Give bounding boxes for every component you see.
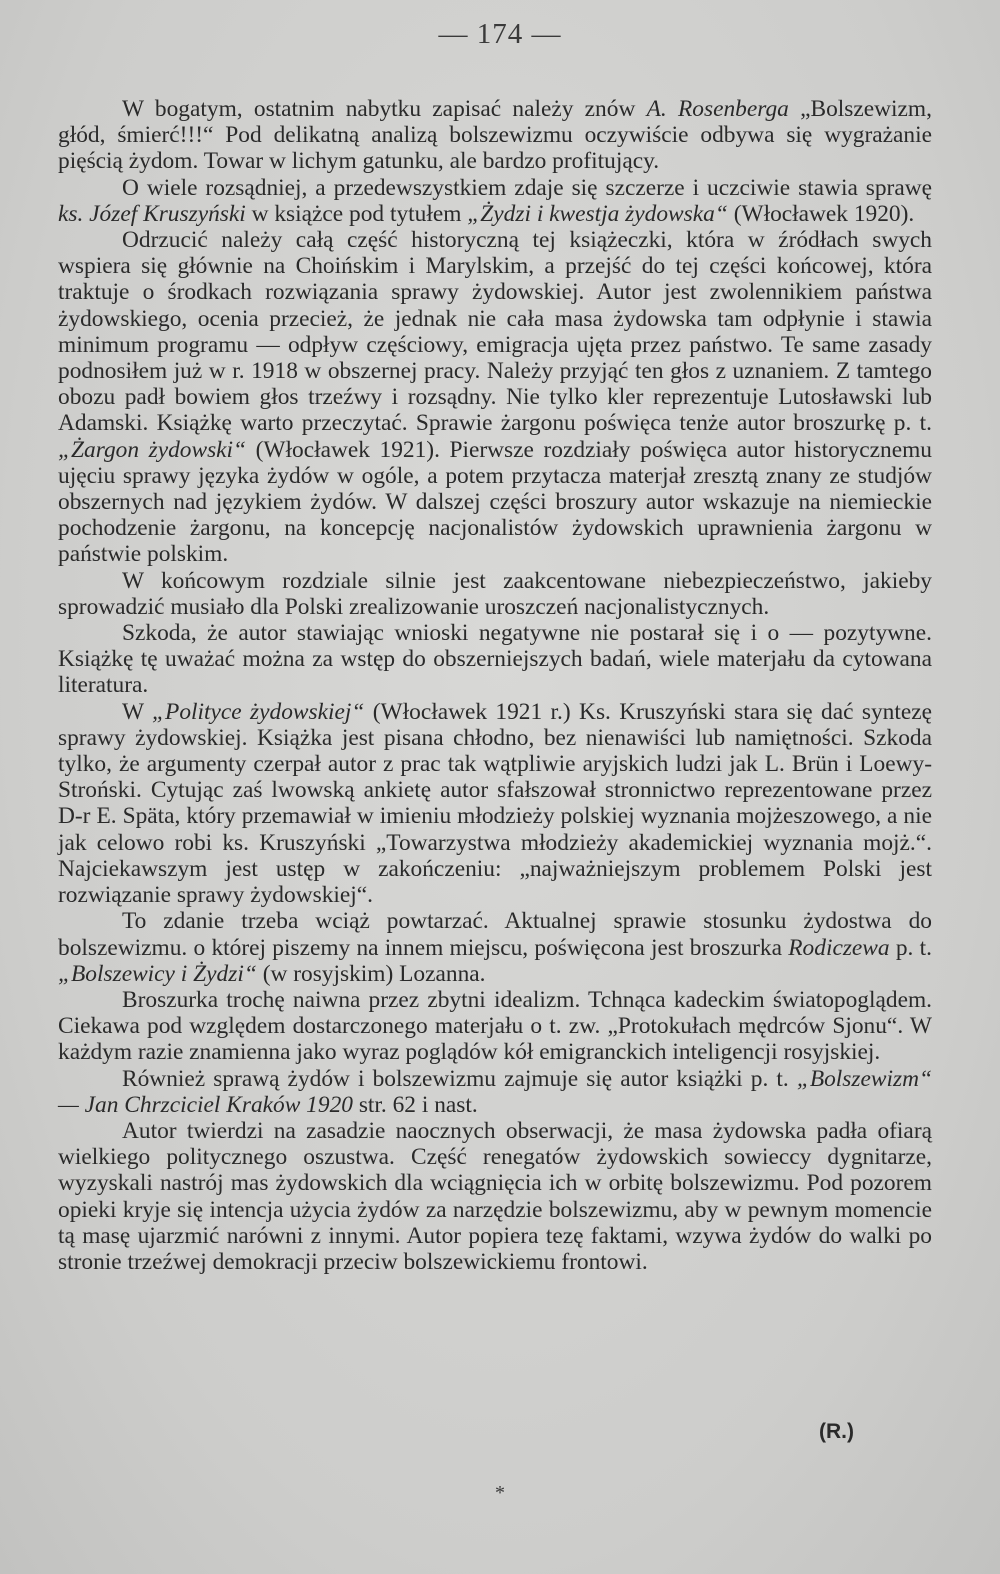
italic-run: „Bolszewizm“ — Jan Chrzciciel Kraków 1920 [58,1065,932,1118]
text-run: (w rosyjskim) Lozanna. [256,960,486,987]
italic-run: A. Rosenberga [646,96,789,122]
text-run: Również sprawą żydów i bolszewizmu zajmuje się autor książki p. t. [122,1065,797,1092]
text-run: w książce pod tytułem [245,200,468,227]
paragraph [58,1066,932,1118]
paragraph [58,568,932,620]
text-run: Szkoda, że autor stawiając wnioski negatywne nie postarał się i o — pozytywne. Książkę tę uważać można za wstęp do obszerniejszych badań, wiele materjału da cytowana literatura. [58,620,932,699]
text-run: (Włocławek 1920). [727,200,915,227]
paragraph [58,227,932,568]
paragraph [58,620,932,699]
italic-run: Rodiczewa [788,934,890,961]
text-run: W [122,698,153,725]
italic-run: „Żargon żydowski“ [58,436,247,463]
paragraph [58,987,932,1066]
section-separator: * [495,1482,505,1504]
italic-run: „Polityce żydowskiej“ [152,698,365,725]
text-run: Autor twierdzi na zasadzie naocznych obserwacji, że masa żydowska padła ofiarą wielkiego politycznego oszustwa. Część renegatów żydowskich sowieccy dygnitarze, wyzyskali nastrój mas żydowskich dla wciągnięcia ich w orbitę bolszewizmu. Pod pozorem opieki kryje się intencja użycia żydów za narzędzie bolszewizmu, aby w pewnym momencie tą masę ujarzmić narówni z innymi. Autor popiera tezę faktami, wzywa żydów do walki po stronie trzeźwej demokracji przeciw bolszewickiemu frontowi. [58,1117,932,1275]
paragraph [58,175,932,227]
paragraph [58,908,932,987]
italic-run: „Bolszewicy i Żydzi“ [58,960,257,987]
text-run: To zdanie trzeba wciąż powtarzać. Aktualnej sprawie stosunku żydostwa do bolszewizmu. o której piszemy na innem miejscu, poświęcona jest broszurka [58,908,932,961]
italic-run: „Żydzi i kwestja żydowska“ [467,200,728,227]
paragraph [58,699,932,909]
italic-run: ks. Józef Kruszyński [58,200,246,227]
text-run: „Bolszewizm, głód, śmierć!!!“ Pod delikatną analizą bolszewizmu oczywiście odbywa się wygrażanie pięścią żydom. Towar w lichym gatunku, ale bardzo profitujący. [58,96,932,175]
text-run: str. 62 i nast. [352,1091,478,1118]
text-run: W bogatym, ostatnim nabytku zapisać należy znów [122,96,647,122]
author-signature: (R.) [819,1420,854,1443]
text-run: W końcowym rozdziale silnie jest zaakcentowane niebezpieczeństwo, jakieby sprowadzić musiało dla Polski zrealizowanie uroszczeń nacjonalistycznych. [58,567,932,620]
text-run: Broszurka trochę naiwna przez zbytni idealizm. Tchnąca kadeckim światopoglądem. Ciekawa pod względem dostarczonego materjału o t. zw. „Protokułach mędrców Sjonu“. W każdym razie znamienna jako wyraz poglądów kół emigranckich inteligencji rosyjskiej. [58,986,932,1066]
text-run: p. t. [889,934,933,961]
text-run: (Włocławek 1921 r.) Ks. Kruszyński stara się dać syntezę sprawy żydowskiej. Książka jest pisana chłodno, bez nienawiści lub namiętności. Szkoda tylko, że argumenty czerpał autor z prac tak wątpliwie aryjskich ludzi jak L. Brün i Loewy-Stroński. Cytując zaś lwowską ankietę autor sfałszował stronnictwo reprezentowane przez D-r E. Späta, który przemawiał w imieniu młodzieży polskiej wyznania mojżeszowego, a nie jak celowo robi ks. Kruszyński „Towarzystwa młodzieży akademickiej wyznania mojż.“. Najciekawszym jest ustęp w zakończeniu: „najważniejszym problemem Polski jest rozwiązanie sprawy żydowskiej“. [58,698,932,909]
paragraph [58,1118,932,1275]
text-run: Odrzucić należy całą część historyczną tej książeczki, która w źródłach swych wspiera się głównie na Choińskim i Marylskim, a przejść do tej części końcowej, która traktuje o środkach rozwiązania sprawy żydowskiej. Autor jest zwolennikiem państwa żydowskiego, ocenia przecież, że jednak nie cała masa żydowska tam odpłynie i stawia minimum programu — odpływ częściowy, emigracja ujęta przez państwo. Te same zasady podnosiłem już w r. 1918 w obszernej pracy. Należy przyjąć ten głos z uznaniem. Z tamtego obozu padł bowiem głos trzeźwy i rozsądny. Nie tylko kler reprezentuje Lutosławski lub Adamski. Książkę warto przeczytać. Sprawie żargonu poświęca tenże autor broszurkę p. t. [58,227,932,437]
body-text [58,96,932,1275]
text-run: (Włocławek 1921). Pierwsze rozdziały poświęca autor historycznemu ujęciu sprawy języka żydów w ogóle, a potem przytacza materjał zresztą znany ze studjów obszernych nad językiem żydów. W dalszej części broszury autor wskazuje na niemieckie pochodzenie żargonu, na koncepcję nacjonalistów żydowskich uprawnienia żargonu w państwie polskim. [58,436,932,568]
paragraph [58,96,932,175]
page-number: — 174 — [438,18,562,50]
text-run: O wiele rozsądniej, a przedewszystkiem zdaje się szczerze i uczciwie stawia sprawę [122,174,932,201]
